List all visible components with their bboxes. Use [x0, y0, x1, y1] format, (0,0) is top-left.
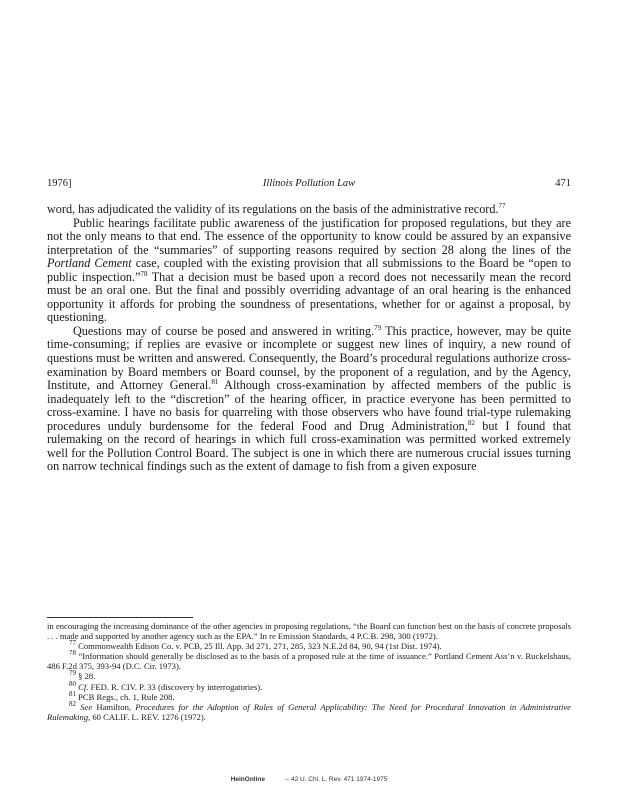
footnote-77: $^{77}$ Commonwealth Edison Co. v. PCB, 25 Ill. App. 3d 271, 271, 285, 323 N.E.2d 84, 90, 94 (1st Dist. 1974). [69, 639, 442, 652]
main-text [47, 203, 571, 474]
running-header [47, 178, 571, 194]
footer-brand: HeinOnline [230, 776, 265, 783]
footnote-ref[interactable]: 82 [467, 418, 475, 427]
article-title: Procedures for the Adoption of Rules of General Applicability: The Need for Procedural Innovation in Administrative Rulemaking [47, 701, 571, 722]
footnote-80: $^{80}$ Cf. FED. R. CIV. P. 33 (discovery by interrogatories). [69, 679, 263, 692]
paragraph-1: word, has adjudicated the validity of its regulations on the basis of the administrative record.$^{77}$ [47, 201, 506, 216]
header-year: 1976] [47, 178, 72, 189]
footer-citation: -- 42 U. Chi. L. Rev. 471 1974-1975 [284, 776, 388, 783]
case-name: Portland Cement [47, 256, 132, 271]
footnote-ref[interactable]: 78 [140, 269, 148, 278]
header-title: Illinois Pollution Law [262, 178, 356, 189]
footnote-82: $^{82}$ See Hamilton, Procedures for the Adoption of Rules of General Applicability: The Need for Procedural Innovation in Administrative Rulemaking, 60 CALIF. L. REV. 1276 (1972). [47, 699, 571, 722]
header-page-number: 471 [555, 178, 571, 189]
footnote-ref[interactable]: 81 [211, 378, 219, 387]
footnote-78: $^{78}$ “Information should generally be disclosed as to the basis of a proposed rule at the time of issuance.” Portland Cement Ass’n v. Ruckelshaus, 486 F.2d 375, 393-94 (D.C. Cir. 1973). [47, 649, 571, 672]
footnote-ref[interactable]: 77 [498, 201, 506, 210]
footnote-ref[interactable]: 79 [374, 323, 382, 332]
paragraph-3: Questions may of course be posed and answered in writing.$^{79}$ This practice, however, may be quite time-consuming; if replies are evasive or incomplete or suggest new lines of inquiry, a new round of questions must be written and answered. Consequently, the Board’s procedural regulations authorize cross-examination by Board members or Board counsel, by the proponent of a regulation, and by the Agency, Institute, and Attorney General.$^{81}$ Although cross-examination by affected members of the public is inadequately left to the “discretion” of the hearing officer, in practice everyone has been permitted to cross-examine. I have no basis for quarreling with those observers who have found trial-type rulemaking procedures unduly burdensome for the federal Food and Drug Administration,$^{82}$ but I found that rulemaking on the record of hearings in which full cross-examination was permitted worked extremely well for the Pollution Control Board. The subject is one in which there are numerous crucial issues turning on narrow technical findings such as the extent of damage to fish from a given exposure [47, 323, 572, 474]
footnotes [47, 621, 571, 722]
paragraph-2: Public hearings facilitate public awareness of the justification for proposed regulations, but they are not the only means to that end. The essence of the opportunity to know could be assured by an expansive interpretation of the “summaries” of supporting reasons required by section 28 along the lines of the Portland Cement case, coupled with the existing provision that all submissions to the Board be “open to public inspection.”$^{78}$ That a decision must be based upon a record does not necessarily mean the record must be an oral one. But the final and possibly overriding advantage of an oral hearing is the enhanced opportunity it affords for probing the soundness of presentations, whether for or against a proposal, by questioning. [47, 215, 571, 325]
page-footer [0, 776, 618, 783]
footnote-81: $^{81}$ PCB Regs., ch. 1, Rule 208. [69, 689, 175, 702]
footnote-continued: in encouraging the increasing dominance of the other agencies in proposing regulations, “the Board can function best on the basis of concrete proposals . . . made and supported by another agency such as the EPA.” In re Emission Standards, 4 P.C.B. 298, 300 (1972). [47, 621, 571, 642]
footnote-divider [47, 617, 193, 618]
footnote-79: $^{79}$ § 28. [69, 669, 96, 682]
